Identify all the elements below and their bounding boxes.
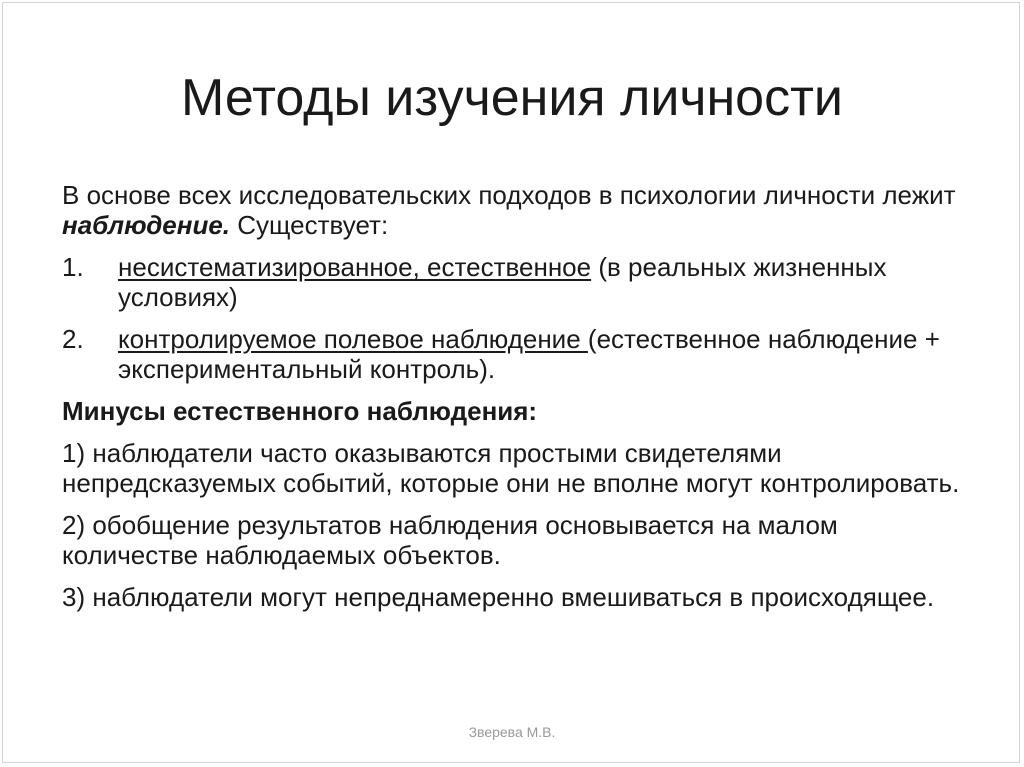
author-footer: Зверева М.В. [468,724,556,740]
intro-text-end: Существует: [230,210,389,240]
list-number: 1. [62,252,84,282]
slide-title: Методы изучения личности [181,69,843,127]
intro-emphasis: наблюдение. [62,210,231,240]
slide-body [62,180,962,624]
observation-type-1 [62,252,962,312]
list-text [118,252,962,312]
minus-item-2: 2) обобщение результатов наблюдения основывается на малом количестве наблюдаемых объектов. [62,510,838,570]
list-description: (естественное наблюдение + экспериментальный контроль). [118,324,940,384]
minuses-heading: Минусы естественного наблюдения: [62,396,538,426]
list-number: 2. [62,324,84,354]
list-underlined-term: несистематизированное, естественное [118,252,592,282]
list-text [118,324,962,384]
intro-paragraph [62,180,962,240]
minus-item-1: 1) наблюдатели часто оказываются простыми свидетелями непредсказуемых событий, которые они не вполне могут контролировать. [62,438,960,498]
observation-type-2 [62,324,962,384]
intro-text-start: В основе всех исследовательских подходов в психологии личности лежит [62,180,956,210]
list-description: (в реальных жизненных условиях) [118,252,887,312]
minus-item-3: 3) наблюдатели могут непреднамеренно вмешиваться в происходящее. [62,582,935,612]
list-underlined-term: контролируемое полевое наблюдение [118,324,588,354]
